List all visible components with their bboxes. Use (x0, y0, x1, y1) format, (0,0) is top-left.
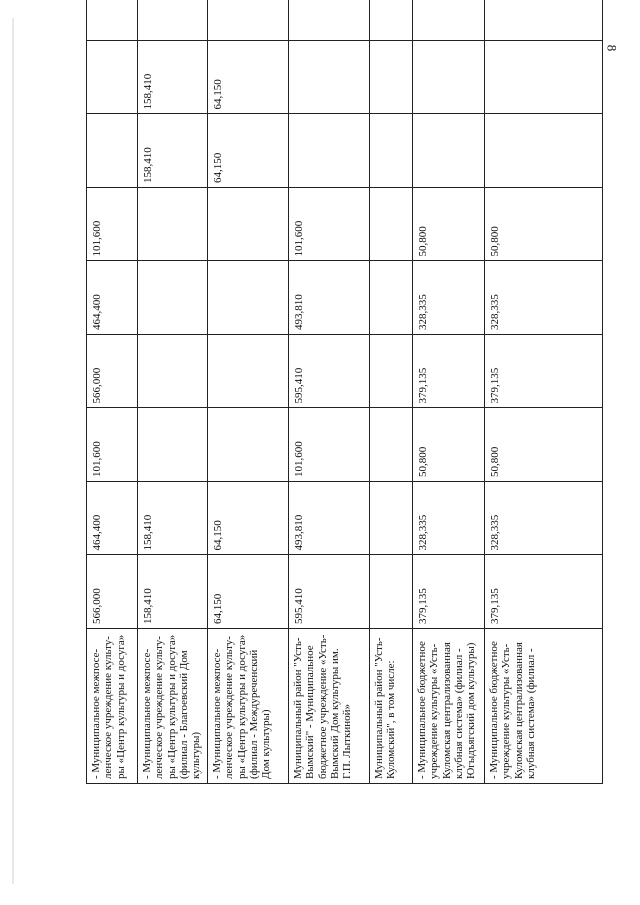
value-cell (138, 335, 208, 409)
table-row (370, 0, 413, 784)
value-cell: 50,800 (485, 408, 603, 482)
value-cell: 493,810 (289, 261, 370, 335)
value-cell: 64,150 (208, 114, 289, 188)
value-cell (138, 261, 208, 335)
value-cell: 158,410 (138, 114, 208, 188)
row-label-cell: Муниципальный район "Усть-Вымский" - Муниципальное бюджетное учреждение «Усть-Вымский Дом культуры им. Г.П. Лыткиной» (289, 629, 370, 784)
value-cell: 379,135 (485, 555, 603, 629)
value-cell (485, 114, 603, 188)
value-cell: 328,335 (485, 261, 603, 335)
table-row (413, 0, 485, 784)
value-cell (208, 188, 289, 262)
value-cell (138, 0, 208, 41)
value-cell: 464,400 (87, 482, 138, 556)
value-cell: 158,410 (138, 555, 208, 629)
value-cell: 328,335 (413, 482, 485, 556)
value-cell (87, 0, 138, 41)
value-cell: 328,335 (413, 261, 485, 335)
table-row (138, 0, 208, 784)
value-cell (485, 0, 603, 41)
value-cell: 101,600 (289, 408, 370, 482)
value-cell (413, 41, 485, 115)
value-cell: 158,410 (138, 482, 208, 556)
value-cell (413, 0, 485, 41)
value-cell (208, 335, 289, 409)
rotated-table-wrapper (86, 41, 602, 784)
value-cell: 101,600 (289, 188, 370, 262)
value-cell: 464,400 (87, 261, 138, 335)
value-cell: 64,150 (208, 482, 289, 556)
value-cell: 595,410 (289, 335, 370, 409)
table-body (87, 0, 603, 784)
value-cell (370, 335, 413, 409)
value-cell: 379,135 (485, 335, 603, 409)
value-cell: 566,000 (87, 335, 138, 409)
value-cell (370, 114, 413, 188)
value-cell (208, 0, 289, 41)
table-row (289, 0, 370, 784)
funding-table (86, 0, 603, 784)
row-label-cell: - Муниципальное межпосе-ленческое учреждение культу-ры «Центр культуры и досуга» (филиал - Междуреченский Дом культуры) (208, 629, 289, 784)
value-cell (370, 0, 413, 41)
value-cell: 595,410 (289, 555, 370, 629)
row-label-cell: - Муниципальное бюджетное учреждение культуры «Усть-Куломская централизованная клубная система» (филиал - (485, 629, 603, 784)
row-label-cell: - Муниципальное межпосе-ленческое учреждение культу-ры «Центр культуры и досуга» (87, 629, 138, 784)
value-cell: 158,410 (138, 41, 208, 115)
value-cell: 64,150 (208, 555, 289, 629)
row-label-cell: - Муниципальное бюджетное учреждение культуры «Усть-Куломская централизованная клубная система» (филиал - Югыдъягский дом культуры) (413, 629, 485, 784)
value-cell (289, 114, 370, 188)
value-cell (370, 408, 413, 482)
value-cell (87, 114, 138, 188)
value-cell: 379,135 (413, 555, 485, 629)
value-cell: 50,800 (413, 408, 485, 482)
value-cell: 50,800 (413, 188, 485, 262)
scan-edge-shadow (12, 18, 14, 884)
value-cell: 101,600 (87, 188, 138, 262)
value-cell (289, 41, 370, 115)
value-cell (289, 0, 370, 41)
value-cell: 328,335 (485, 482, 603, 556)
value-cell: 566,000 (87, 555, 138, 629)
value-cell (370, 261, 413, 335)
value-cell (413, 114, 485, 188)
value-cell (485, 41, 603, 115)
value-cell (138, 408, 208, 482)
value-cell: 50,800 (485, 188, 603, 262)
row-label-cell: Муниципальный район "Усть-Куломский", в том числе: (370, 629, 413, 784)
value-cell: 379,135 (413, 335, 485, 409)
value-cell: 101,600 (87, 408, 138, 482)
value-cell (370, 555, 413, 629)
value-cell (208, 408, 289, 482)
table-row (208, 0, 289, 784)
value-cell: 64,150 (208, 41, 289, 115)
value-cell (370, 482, 413, 556)
table-row (485, 0, 603, 784)
value-cell (370, 188, 413, 262)
row-label-cell: - Муниципальное межпосе-ленческое учреждение культу-ры «Центр культуры и досуга» (филиал - Благоевский Дом культуры) (138, 629, 208, 784)
value-cell: 493,810 (289, 482, 370, 556)
rotated-table-container (86, 41, 602, 784)
value-cell (87, 41, 138, 115)
value-cell (370, 41, 413, 115)
table-row (87, 0, 138, 784)
page-number: 8 (603, 44, 619, 52)
value-cell (208, 261, 289, 335)
value-cell (138, 188, 208, 262)
